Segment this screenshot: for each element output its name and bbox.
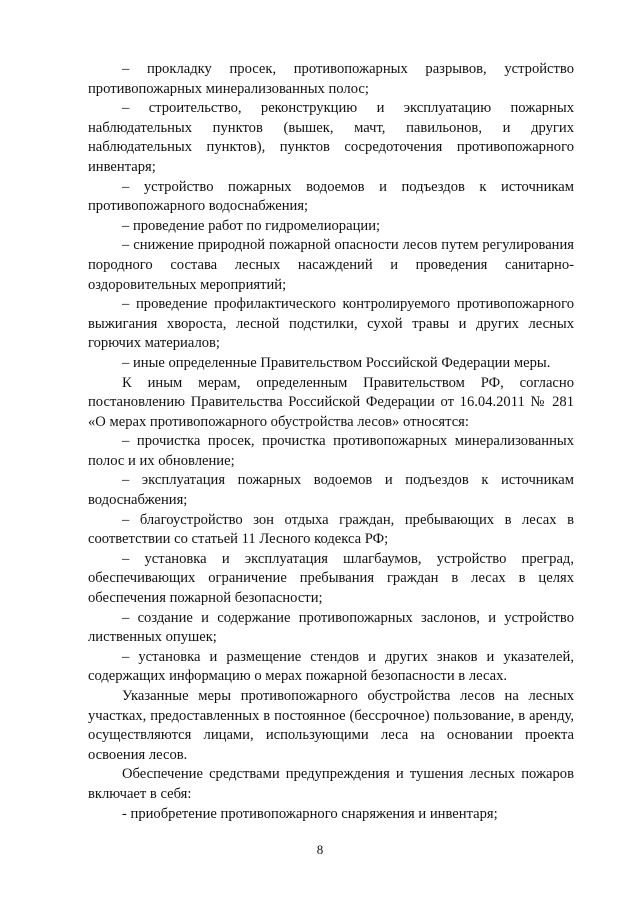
paragraph: Обеспечение средствами предупреждения и тушения лесных пожаров включает в себя: <box>88 766 574 802</box>
paragraph: – создание и содержание противопожарных заслонов, и устройство лиственных опушек; <box>88 609 574 646</box>
paragraph: – эксплуатация пожарных водоемов и подъездов к источникам водоснабжения; <box>88 472 574 509</box>
paragraph: – благоустройство зон отдыха граждан, пребывающих в лесах в соответствии со статьей 11 Лесного кодекса РФ; <box>88 511 574 548</box>
paragraph: – строительство, реконструкцию и эксплуатацию пожарных наблюдательных пунктов (вышек, мачт, павильонов, и других наблюдательных пунктов), пунктов сосредоточения противопожарного инвентаря; <box>88 100 574 175</box>
paragraph: – прочистка просек, прочистка противопожарных минерализованных полос и их обновление; <box>88 433 574 469</box>
paragraph: – прокладку просек, противопожарных разрывов, устройство противопожарных минерализованных полос; <box>88 61 574 97</box>
paragraph: Указанные меры противопожарного обустройства лесов на лесных участках, предоставленных в постоянное (бессрочное) пользование, в аренду, осуществляются лицами, использующими леса на основании проекта освоения лесов. <box>88 688 574 763</box>
paragraph: – снижение природной пожарной опасности лесов путем регулирования породного состава лесных насаждений и проведения санитарно-оздоровительных мероприятий; <box>88 237 574 293</box>
page-number: 8 <box>316 842 324 857</box>
paragraph: – проведение профилактического контролируемого противопожарного выжигания хвороста, лесной подстилки, сухой травы и других лесных горючих материалов; <box>88 296 574 352</box>
paragraph: К иным мерам, определенным Правительством РФ, согласно постановлению Правительства Российской Федерации от 16.04.2011 № 281 «О мерах противопожарного обустройства лесов» относятся: <box>88 374 574 430</box>
paragraph: – установка и эксплуатация шлагбаумов, устройство преград, обеспечивающих ограничение пребывания граждан в лесах в целях обеспечения пожарной безопасности; <box>88 550 574 607</box>
paragraph: – устройство пожарных водоемов и подъездов к источникам противопожарного водоснабжения; <box>88 178 574 215</box>
paragraph: – иные определенные Правительством Российской Федерации меры. <box>122 354 551 371</box>
document-body <box>88 60 574 824</box>
paragraph: - приобретение противопожарного снаряжения и инвентаря; <box>122 805 498 822</box>
paragraph: – установка и размещение стендов и других знаков и указателей, содержащих информацию о мерах пожарной безопасности в лесах. <box>88 648 574 685</box>
paragraph: – проведение работ по гидромелиорации; <box>122 217 381 234</box>
